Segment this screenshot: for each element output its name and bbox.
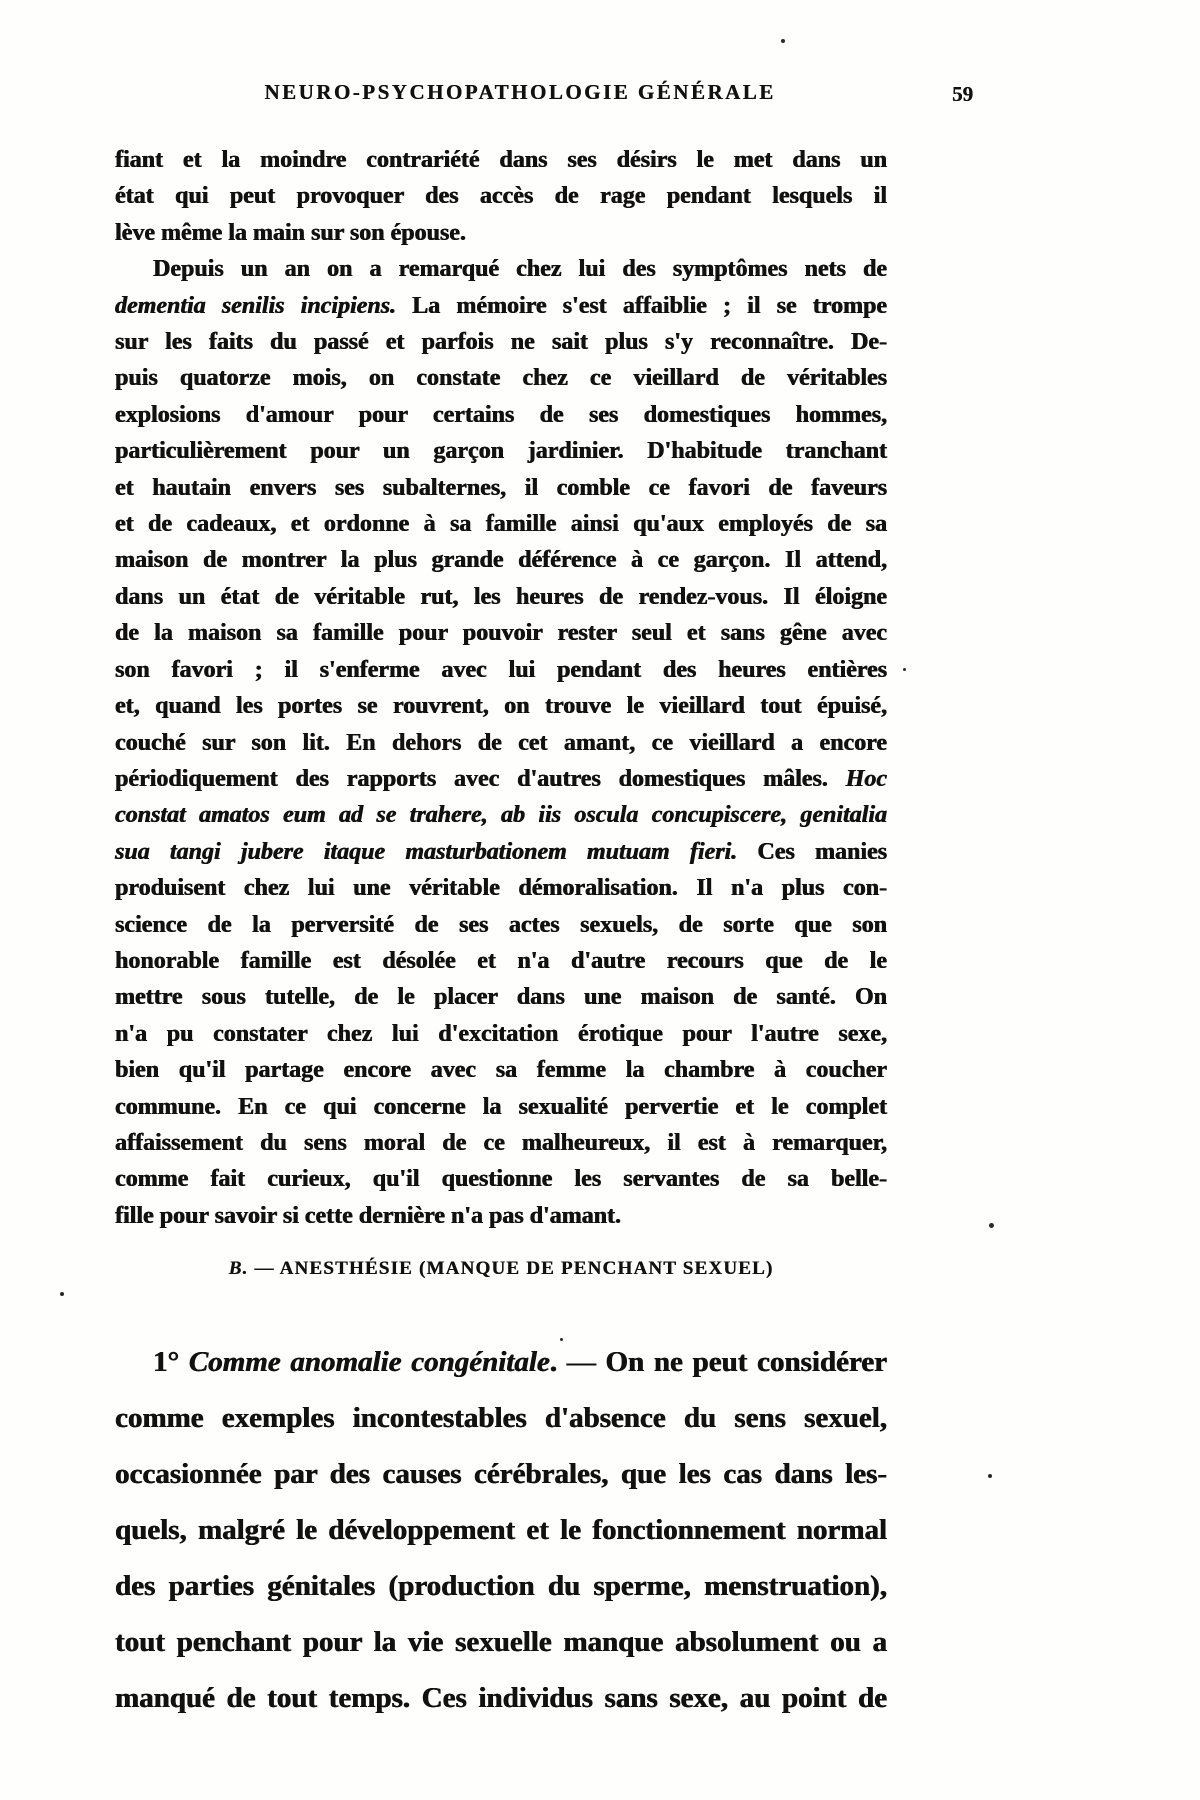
text-segment: sur les faits du passé et parfois ne sait plus s'y reconnaître. De-	[115, 329, 887, 356]
text-line	[115, 251, 887, 287]
text-segment: maison de montrer la plus grande déférence à ce garçon. Il attend,	[115, 547, 887, 574]
text-line	[115, 397, 887, 433]
text-line	[115, 433, 887, 469]
ink-speck	[560, 1338, 563, 1341]
text-line	[115, 142, 887, 178]
text-line	[115, 178, 887, 214]
ink-speck	[903, 668, 906, 671]
ink-speck	[781, 39, 785, 43]
text-line	[115, 215, 887, 251]
text-segment: ANESTHÉSIE (MANQUE DE PENCHANT SEXUEL)	[279, 1258, 774, 1279]
text-line	[115, 907, 887, 943]
text-line	[115, 1670, 887, 1726]
text-segment: La mémoire s'est affaiblie ; il se trompe	[396, 292, 888, 319]
text-line	[115, 688, 887, 724]
text-segment: comme exemples incontestables d'absence du sens sexuel,	[115, 1402, 887, 1434]
text-line	[115, 1390, 887, 1446]
text-segment: de la maison sa famille pour pouvoir rester seul et sans gêne avec	[115, 620, 887, 647]
text-line	[115, 288, 887, 324]
text-segment: puis quatorze mois, on constate chez ce vieillard de véritables	[115, 365, 887, 392]
ink-speck	[988, 1474, 992, 1478]
text-line	[115, 1125, 887, 1161]
text-line	[115, 542, 887, 578]
text-segment: et, quand les portes se rouvrent, on trouve le vieillard tout épuisé,	[115, 693, 887, 720]
text-segment: explosions d'amour pour certains de ses domestiques hommes,	[115, 401, 887, 428]
italic-text-segment: Comme anomalie congénitale	[188, 1346, 550, 1378]
italic-text-segment: B.	[228, 1258, 249, 1279]
text-line	[115, 1502, 887, 1558]
text-line	[115, 579, 887, 615]
text-segment: bien qu'il partage encore avec sa femme la chambre à coucher	[115, 1057, 887, 1084]
text-segment: produisent chez lui une véritable démoralisation. Il n'a plus con-	[115, 875, 887, 902]
text-segment: et de cadeaux, et ordonne à sa famille ainsi qu'aux employés de sa	[115, 511, 887, 538]
chapter-title: NEURO-PSYCHOPATHOLOGIE GÉNÉRALE	[264, 80, 776, 104]
text-segment: particulièrement pour un garçon jardinier. D'habitude tranchant	[115, 438, 887, 465]
italic-text-segment: dementia senilis incipiens.	[115, 292, 397, 319]
case-study-paragraphs	[115, 142, 887, 1234]
text-segment: dans un état de véritable rut, les heures de rendez-vous. Il éloigne	[115, 583, 887, 610]
text-line	[115, 1089, 887, 1125]
text-segment: commune. En ce qui concerne la sexualité pervertie et le complet	[115, 1093, 887, 1120]
italic-text-segment: sua tangi jubere itaque masturbationem mutuam fieri.	[115, 838, 738, 865]
page-number: 59	[952, 82, 973, 106]
text-line	[115, 1052, 887, 1088]
text-line	[115, 1198, 887, 1234]
text-segment: et hautain envers ses subalternes, il comble ce favori de faveurs	[115, 474, 887, 501]
section-heading	[115, 1258, 887, 1280]
text-line	[115, 324, 887, 360]
text-segment: comme fait curieux, qu'il questionne les servantes de sa belle-	[115, 1166, 887, 1193]
text-segment: occasionnée par des causes cérébrales, que les cas dans les-	[115, 1458, 887, 1490]
text-line	[115, 1446, 887, 1502]
text-segment: 1°	[153, 1346, 189, 1378]
text-segment: mettre sous tutelle, de le placer dans une maison de santé. On	[115, 984, 887, 1011]
running-header	[130, 80, 910, 105]
italic-text-segment: Hoc	[845, 765, 887, 792]
text-line	[115, 506, 887, 542]
text-line	[115, 615, 887, 651]
text-segment: périodiquement des rapports avec d'autres domestiques mâles.	[115, 765, 846, 792]
text-segment: fiant et la moindre contrariété dans ses désirs le met dans un	[115, 147, 887, 173]
text-segment: n'a pu constater chez lui d'excitation érotique pour l'autre sexe,	[115, 1020, 887, 1047]
text-line	[115, 652, 887, 688]
ink-speck	[989, 1223, 994, 1228]
text-line	[115, 1558, 887, 1614]
text-line	[115, 943, 887, 979]
text-line	[115, 761, 887, 797]
text-segment: Depuis un an on a remarqué chez lui des symptômes nets de	[153, 256, 887, 283]
text-segment: des parties génitales (production du sperme, menstruation),	[115, 1570, 887, 1602]
text-segment: fille pour savoir si cette dernière n'a pas d'amant.	[115, 1202, 621, 1229]
text-segment: Ces manies	[737, 838, 887, 865]
text-line	[115, 834, 887, 870]
text-line	[115, 1161, 887, 1197]
text-line	[115, 870, 887, 906]
text-segment: manqué de tout temps. Ces individus sans sexe, au point de	[115, 1682, 887, 1714]
text-segment: —	[248, 1258, 280, 1279]
italic-text-segment: constat amatos eum ad se trahere, ab iis oscula concupiscere, genitalia	[115, 802, 887, 829]
text-segment: affaissement du sens moral de ce malheureux, il est à remarquer,	[115, 1129, 887, 1156]
text-segment: couché sur son lit. En dehors de cet amant, ce vieillard a encore	[115, 729, 887, 756]
text-segment: quels, malgré le développement et le fonctionnement normal	[115, 1514, 887, 1546]
text-line	[115, 1016, 887, 1052]
text-segment: science de la perversité de ses actes sexuels, de sorte que son	[115, 911, 887, 938]
text-line	[115, 1614, 887, 1670]
text-segment: . — On ne peut considérer	[549, 1346, 887, 1378]
text-segment: honorable famille est désolée et n'a d'autre recours que de le	[115, 947, 887, 974]
text-segment: son favori ; il s'enferme avec lui pendant des heures entières	[115, 656, 887, 683]
text-line	[115, 797, 887, 833]
text-line	[115, 979, 887, 1015]
text-line	[115, 360, 887, 396]
text-line	[115, 725, 887, 761]
text-segment: tout penchant pour la vie sexuelle manque absolument ou a	[115, 1626, 887, 1658]
ink-speck	[60, 1292, 64, 1296]
main-text-paragraph	[115, 1334, 887, 1726]
text-segment: lève même la main sur son épouse.	[115, 219, 466, 246]
text-segment: état qui peut provoquer des accès de rage pendant lesquels il	[115, 183, 887, 210]
text-line	[115, 1334, 887, 1390]
text-line	[115, 470, 887, 506]
